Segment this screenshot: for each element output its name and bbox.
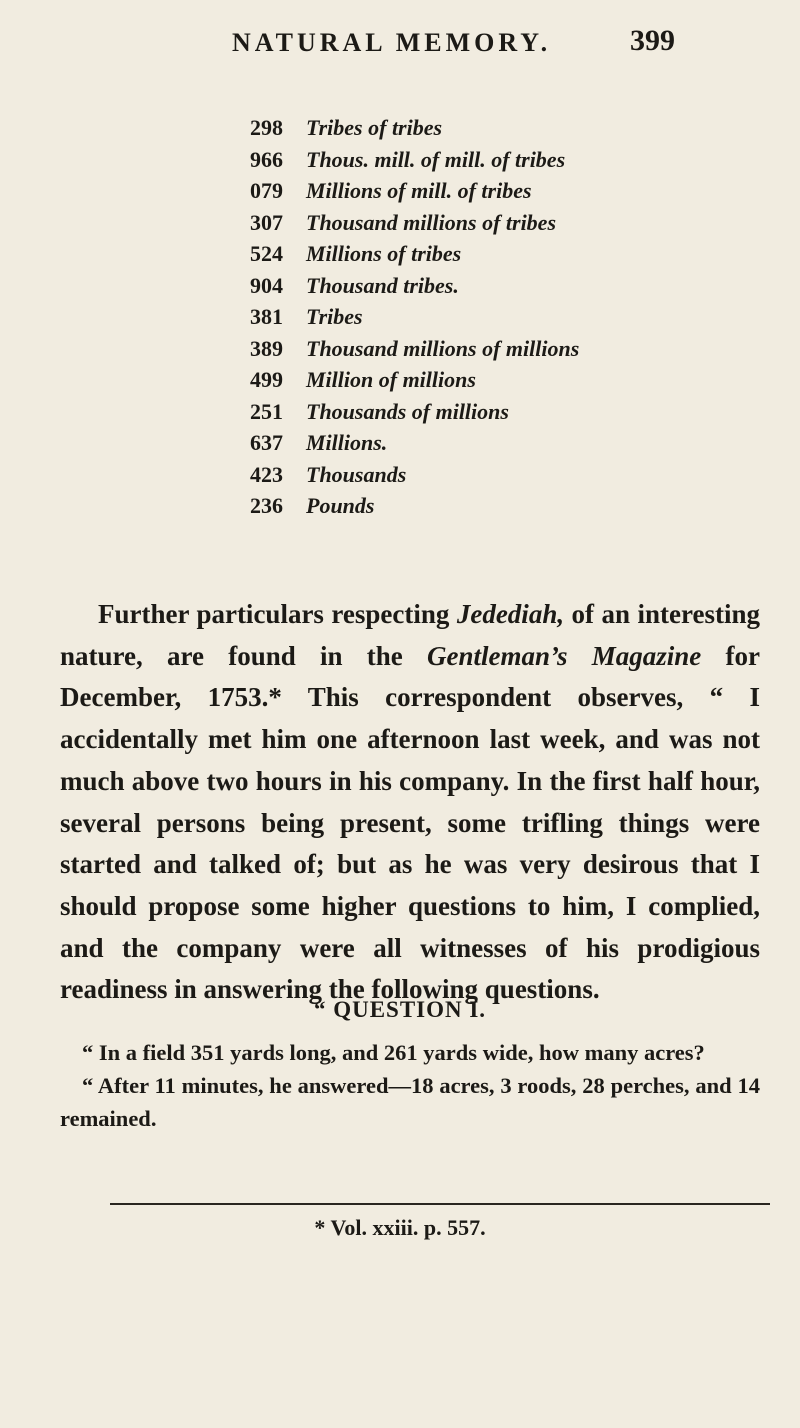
table-row: [250, 241, 770, 273]
name-jedediah: Jedediah,: [456, 599, 565, 629]
row-label: Thousands of millions: [306, 398, 509, 424]
table-row: [250, 462, 770, 494]
question-block: [60, 1036, 760, 1135]
footnote-divider: [110, 1203, 770, 1205]
table-row: [250, 336, 770, 368]
row-number: 637: [250, 430, 283, 455]
table-row: [250, 304, 770, 336]
running-header: [0, 22, 800, 72]
question-heading: “ QUESTION I.: [313, 997, 487, 1022]
running-title: NATURAL MEMORY.: [232, 28, 552, 57]
numeration-table: [250, 115, 770, 525]
table-row: [250, 273, 770, 305]
row-label: Thousand millions of tribes: [306, 209, 557, 235]
table-row: [250, 493, 770, 525]
row-number: 079: [250, 178, 283, 203]
question-text: “ In a field 351 yards long, and 261 yards wide, how many acres?: [82, 1040, 705, 1065]
row-label: Thousands: [306, 461, 407, 487]
table-row: [250, 210, 770, 242]
row-number: 524: [250, 241, 283, 266]
table-row: [250, 430, 770, 462]
table-row: [250, 367, 770, 399]
table-row: [250, 147, 770, 179]
row-label: Millions of mill. of tribes: [306, 178, 532, 203]
row-label: Tribes of tribes: [306, 115, 443, 140]
row-number: 904: [250, 272, 283, 298]
table-row: [250, 399, 770, 431]
paragraph-text: Further particulars respecting Jedediah, of an interesting nature, are found in the Gentleman’s Magazine for December, 1753.* This correspondent observes, “ I accidentally met him one afternoon last week, and was not much above two hours in his company. In the first half hour, several persons being present, some trifling things were started and talked of; but as he was very desirous that I should propose some higher questions to him, I complied, and the company were all witnesses of his prodigious readiness in answering the following questions.: [60, 599, 760, 1005]
table-row: [250, 178, 770, 210]
row-label: Thous. mill. of mill. of tribes: [306, 146, 566, 172]
answer-text: “ After 11 minutes, he answered—18 acres, 3 roods, 28 perches, and 14 remained.: [60, 1073, 760, 1131]
row-number: 236: [250, 493, 283, 518]
row-label: Millions of tribes: [306, 241, 462, 266]
row-number: 499: [250, 367, 283, 392]
row-label: Thousand millions of millions: [306, 335, 580, 361]
row-label: Million of millions: [306, 367, 476, 392]
row-label: Tribes: [306, 304, 363, 329]
row-label: Millions.: [306, 430, 388, 455]
row-number: 251: [250, 398, 283, 424]
body-paragraph: [60, 594, 760, 1011]
row-number: 307: [250, 209, 283, 235]
row-number: 423: [250, 461, 283, 487]
row-number: 298: [250, 115, 283, 140]
row-label: Pounds: [306, 493, 375, 518]
row-label: Thousand tribes.: [306, 272, 459, 298]
row-number: 966: [250, 146, 283, 172]
publication-title: Gentleman’s Magazine: [427, 640, 702, 671]
table-row: [250, 115, 770, 147]
row-number: 381: [250, 304, 283, 329]
footnote: * Vol. xxiii. p. 557.: [314, 1215, 486, 1240]
row-number: 389: [250, 335, 283, 361]
page-number: 399: [630, 24, 675, 57]
